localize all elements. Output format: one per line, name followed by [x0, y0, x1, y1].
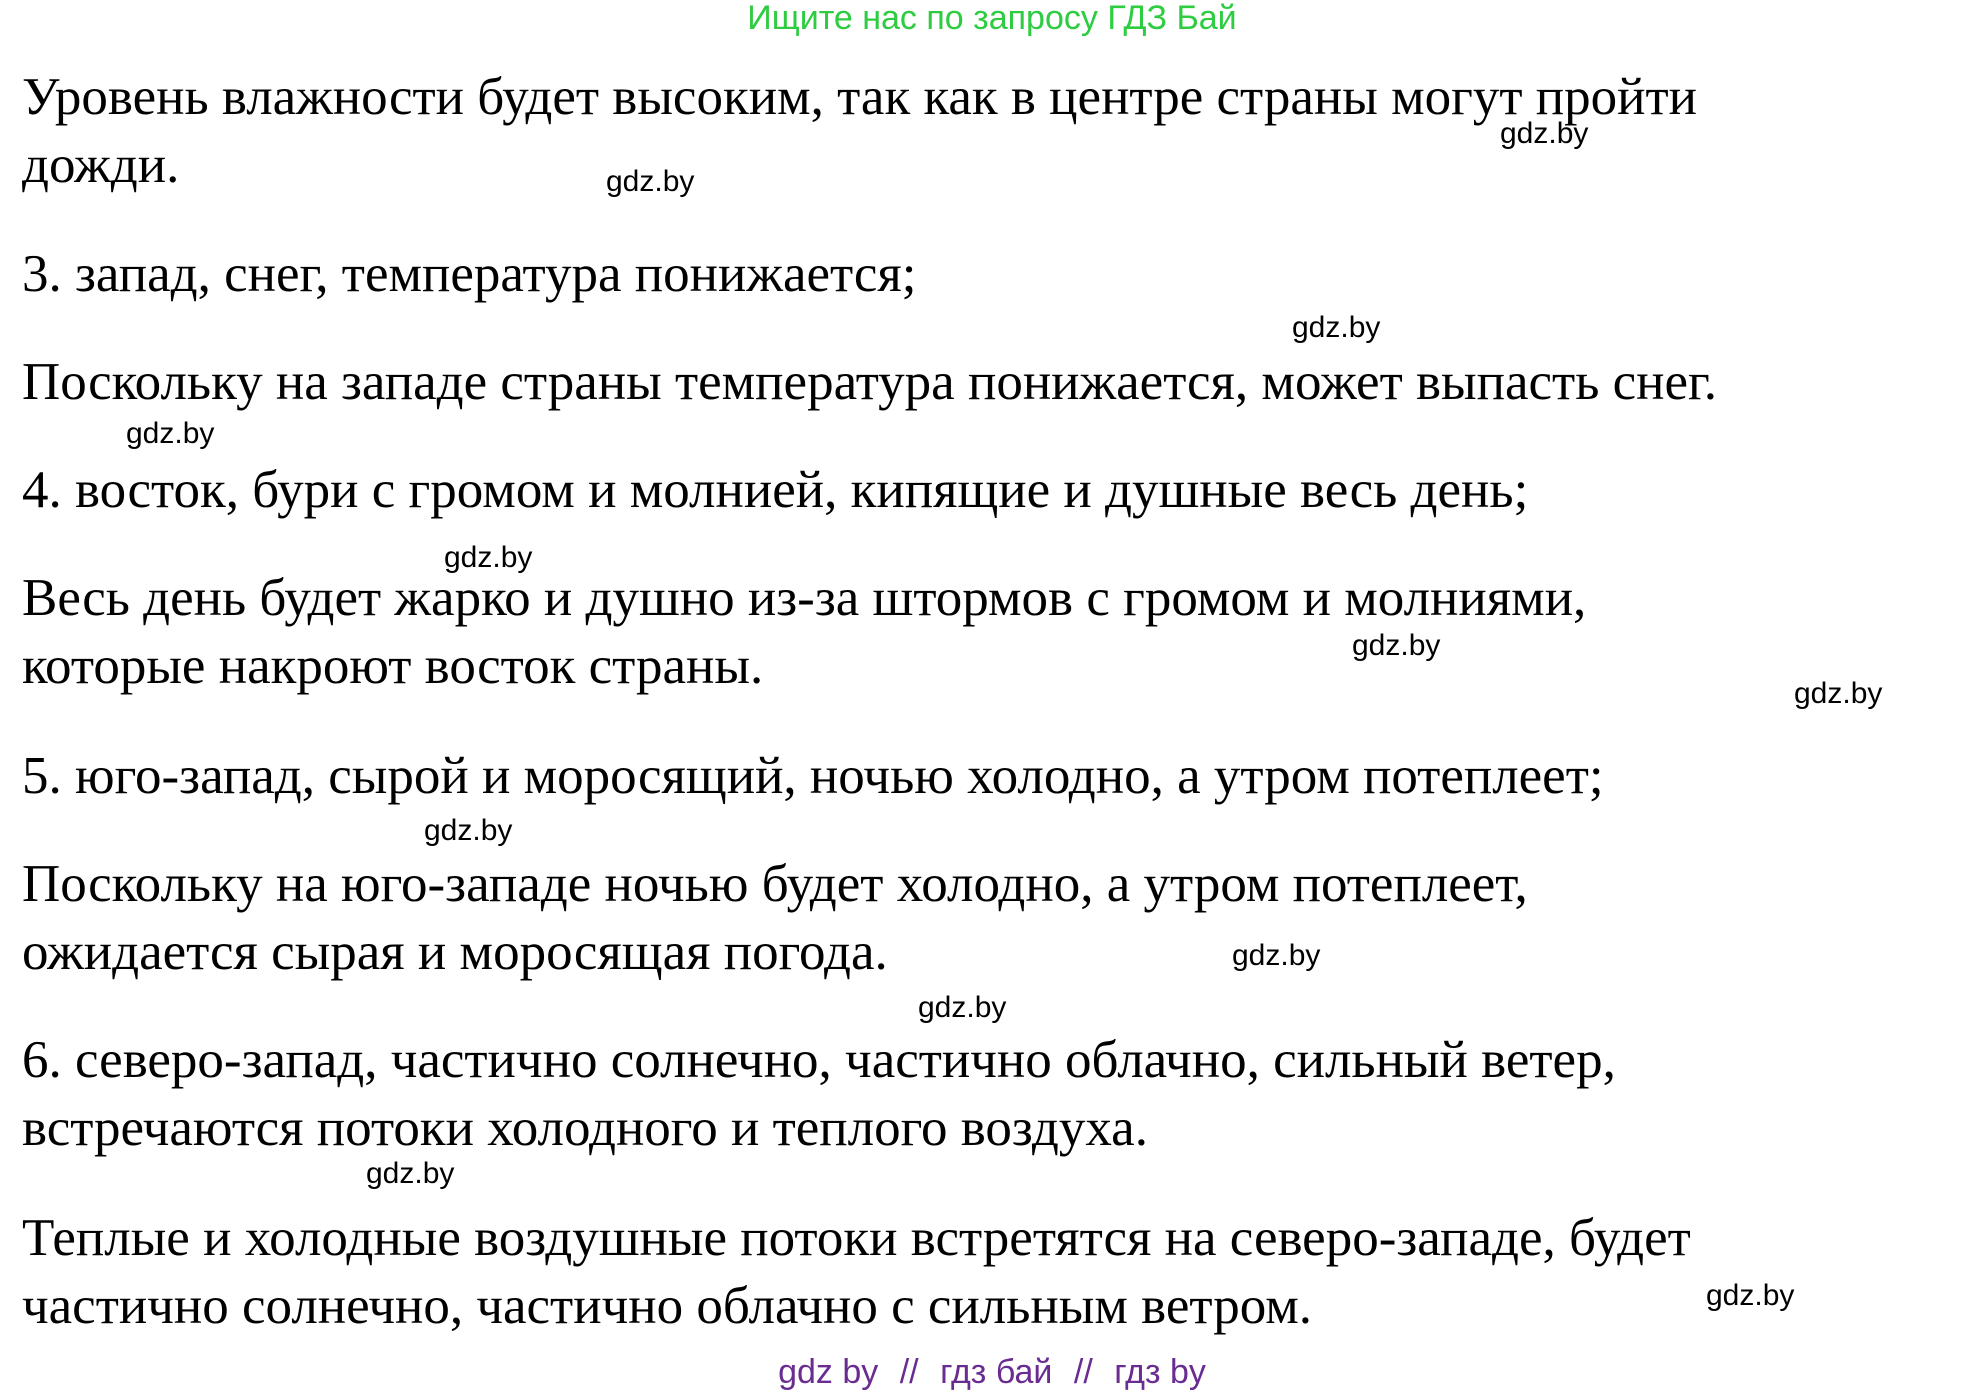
watermark: gdz.by	[424, 814, 513, 847]
text-line: ожидается сырая и моросящая погода.	[22, 923, 888, 981]
text-line: 4. восток, бури с громом и молнией, кипящие и душные весь день;	[22, 461, 1529, 519]
footer-part: гдз by	[1114, 1353, 1206, 1391]
watermark: gdz.by	[1794, 677, 1883, 710]
text-line: Поскольку на западе страны температура понижается, может выпасть снег.	[22, 353, 1718, 411]
text-line: встречаются потоки холодного и теплого воздуха.	[22, 1099, 1148, 1157]
text-line: частично солнечно, частично облачно с сильным ветром.	[22, 1277, 1312, 1335]
watermark: gdz.by	[1500, 117, 1589, 150]
footer-separator: //	[1073, 1353, 1093, 1391]
text-line: Поскольку на юго-западе ночью будет холодно, а утром потеплеет,	[22, 855, 1528, 913]
footer-part: gdz by	[778, 1353, 879, 1391]
watermark: gdz.by	[1232, 939, 1321, 972]
footer-links	[0, 1353, 1984, 1391]
text-line: дожди.	[22, 136, 180, 194]
footer-separator: //	[899, 1353, 919, 1391]
watermark: gdz.by	[126, 417, 215, 450]
watermark: gdz.by	[366, 1157, 455, 1190]
text-line: Весь день будет жарко и душно из-за штормов с громом и молниями,	[22, 569, 1587, 627]
watermark: gdz.by	[1292, 311, 1381, 344]
text-line: 5. юго-запад, сырой и моросящий, ночью холодно, а утром потеплеет;	[22, 747, 1604, 805]
watermark: gdz.by	[1706, 1279, 1795, 1312]
watermark: gdz.by	[444, 541, 533, 574]
watermark: gdz.by	[918, 991, 1007, 1024]
text-line: 6. северо-запад, частично солнечно, частично облачно, сильный ветер,	[22, 1031, 1616, 1089]
search-banner: Ищите нас по запросу ГДЗ Бай	[747, 0, 1237, 37]
watermark: gdz.by	[1352, 629, 1441, 662]
text-line: Теплые и холодные воздушные потоки встретятся на северо-западе, будет	[22, 1209, 1691, 1267]
text-line: 3. запад, снег, температура понижается;	[22, 245, 917, 303]
text-line: Уровень влажности будет высоким, так как в центре страны могут пройти	[22, 68, 1698, 126]
text-line: которые накроют восток страны.	[22, 637, 764, 695]
footer-part: гдз бай	[940, 1353, 1053, 1391]
watermark: gdz.by	[606, 165, 695, 198]
